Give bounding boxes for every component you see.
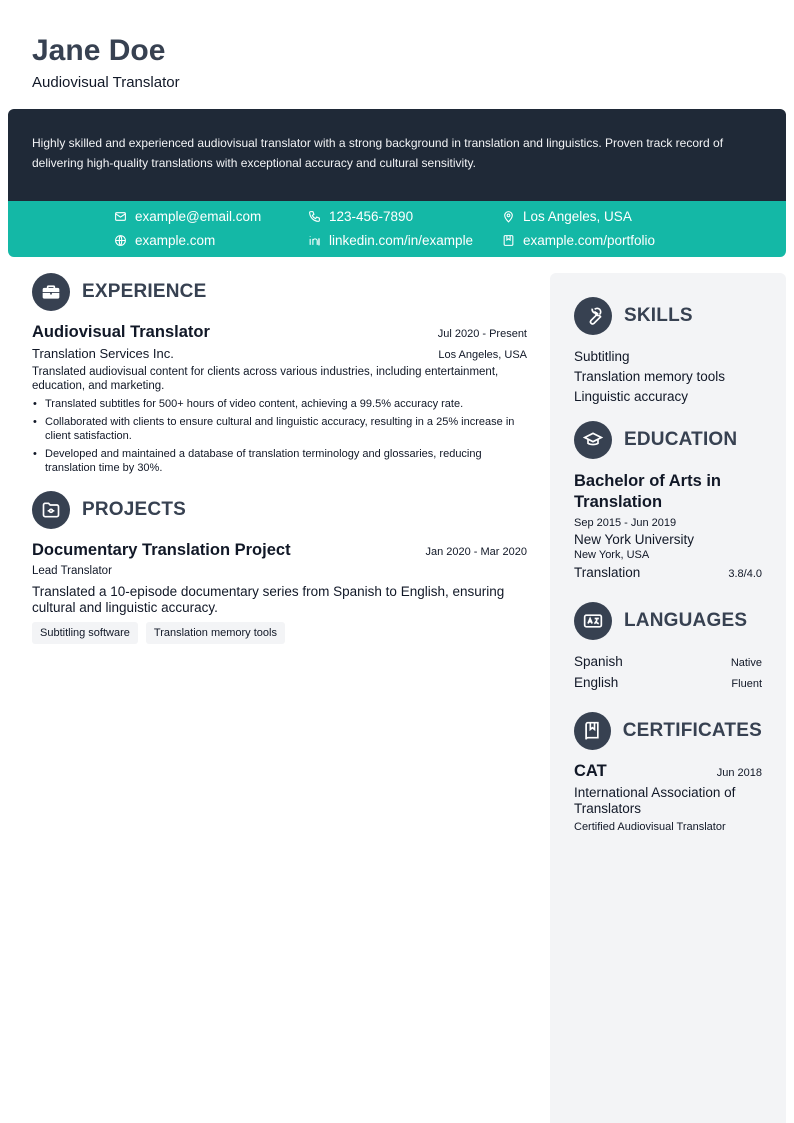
contact-website-text: example.com bbox=[135, 233, 216, 248]
job-company-row bbox=[32, 346, 527, 361]
languages-title: LANGUAGES bbox=[624, 610, 748, 631]
degree: Bachelor of Arts in Translation bbox=[574, 472, 721, 511]
project-tags bbox=[32, 622, 527, 644]
certificate-name: CAT bbox=[574, 762, 607, 780]
skills-heading bbox=[574, 297, 762, 335]
contact-email-text: example@email.com bbox=[135, 209, 262, 224]
skill-item: Translation memory tools bbox=[574, 369, 726, 384]
contact-portfolio[interactable] bbox=[502, 233, 655, 248]
job-description: Translated audiovisual content for clients across various industries, including entertainment, education, and marketing. bbox=[32, 366, 499, 392]
language-row bbox=[574, 652, 762, 673]
certificate-description: Certified Audiovisual Translator bbox=[574, 821, 726, 833]
globe-icon bbox=[114, 234, 127, 247]
contact-email[interactable] bbox=[114, 209, 261, 224]
language-level: Fluent bbox=[731, 678, 762, 690]
wrench-icon bbox=[574, 297, 612, 335]
gpa: 3.8/4.0 bbox=[728, 568, 762, 580]
sidebar bbox=[550, 273, 786, 1123]
summary-panel bbox=[8, 109, 786, 201]
contact-phone-text: 123-456-7890 bbox=[329, 209, 414, 224]
certificate-book-icon bbox=[574, 712, 611, 750]
language-icon bbox=[574, 602, 612, 640]
list-item: • Collaborated with clients to ensure cultural and linguistic accuracy, resulting in a 25% increase in client satisfaction. bbox=[32, 415, 527, 443]
mail-icon bbox=[114, 210, 127, 223]
list-item: • Translated subtitles for 500+ hours of video content, achieving a 99.5% accuracy rate. bbox=[32, 397, 527, 411]
linkedin-icon bbox=[308, 234, 321, 247]
job-company: Translation Services Inc. bbox=[32, 346, 174, 361]
certificates-title: CERTIFICATES bbox=[622, 720, 762, 741]
folder-icon bbox=[32, 491, 70, 529]
projects-heading bbox=[32, 491, 527, 529]
language-row bbox=[574, 673, 762, 694]
languages-section bbox=[574, 602, 762, 694]
list-item: • Developed and maintained a database of translation terminology and glossaries, reducing translation time by 30%. bbox=[32, 447, 527, 475]
tag: Subtitling software bbox=[32, 622, 138, 644]
project-description: Translated a 10-episode documentary series from Spanish to English, ensuring cultural and linguistic accuracy. bbox=[32, 584, 505, 615]
job-title: Audiovisual Translator bbox=[32, 323, 210, 341]
education-section bbox=[574, 421, 762, 584]
projects-title: PROJECTS bbox=[82, 499, 187, 520]
contact-portfolio-text: example.com/portfolio bbox=[523, 233, 656, 248]
contact-website[interactable] bbox=[114, 233, 215, 248]
certificates-heading bbox=[574, 712, 762, 750]
contact-bar bbox=[8, 201, 786, 257]
school-location: New York, USA bbox=[574, 549, 650, 561]
portfolio-icon bbox=[502, 234, 515, 247]
school: New York University bbox=[574, 532, 695, 547]
language-level: Native bbox=[730, 657, 762, 669]
job-bullets bbox=[32, 397, 527, 475]
field-of-study: Translation bbox=[574, 565, 641, 580]
certificate-issuer: International Association of Translators bbox=[574, 785, 736, 816]
skills-section bbox=[574, 297, 762, 407]
contact-linkedin[interactable] bbox=[308, 233, 473, 248]
project-header bbox=[32, 541, 527, 560]
skill-item: Linguistic accuracy bbox=[574, 389, 689, 404]
experience-title: EXPERIENCE bbox=[82, 281, 207, 302]
projects-section bbox=[32, 491, 527, 644]
skill-item: Subtitling bbox=[574, 349, 630, 364]
contact-location-text: Los Angeles, USA bbox=[523, 209, 632, 224]
certificates-section bbox=[574, 712, 762, 833]
summary-text: Highly skilled and experienced audiovisual translator with a strong background in translation and linguistics. Proven track record of delivering high-quality translations with exceptional accuracy and cultural sensitivity. bbox=[32, 136, 724, 170]
contact-location bbox=[502, 209, 632, 224]
project-dates: Jan 2020 - Mar 2020 bbox=[425, 546, 527, 558]
resume-header bbox=[32, 34, 180, 92]
phone-icon bbox=[308, 210, 321, 223]
candidate-name: Jane Doe bbox=[32, 34, 166, 67]
language-name: Spanish bbox=[574, 654, 623, 669]
candidate-title: Audiovisual Translator bbox=[32, 74, 180, 91]
certificate-header bbox=[574, 762, 762, 781]
experience-section bbox=[32, 273, 527, 475]
education-title: EDUCATION bbox=[624, 429, 738, 450]
job-header bbox=[32, 323, 527, 342]
job-dates: Jul 2020 - Present bbox=[437, 328, 527, 340]
certificate-date: Jun 2018 bbox=[716, 767, 762, 779]
tag: Translation memory tools bbox=[146, 622, 285, 644]
graduation-cap-icon bbox=[574, 421, 612, 459]
job-location: Los Angeles, USA bbox=[438, 349, 527, 361]
project-role: Lead Translator bbox=[32, 565, 112, 577]
experience-heading bbox=[32, 273, 527, 311]
contact-phone[interactable] bbox=[308, 209, 413, 224]
skills-title: SKILLS bbox=[624, 305, 693, 326]
map-pin-icon bbox=[502, 210, 515, 223]
education-heading bbox=[574, 421, 762, 459]
education-dates: Sep 2015 - Jun 2019 bbox=[574, 517, 677, 529]
project-name: Documentary Translation Project bbox=[32, 541, 291, 559]
field-row bbox=[574, 563, 762, 584]
languages-heading bbox=[574, 602, 762, 640]
main-column bbox=[32, 273, 527, 644]
briefcase-icon bbox=[32, 273, 70, 311]
contact-linkedin-text: linkedin.com/in/example bbox=[329, 233, 474, 248]
language-name: English bbox=[574, 675, 619, 690]
